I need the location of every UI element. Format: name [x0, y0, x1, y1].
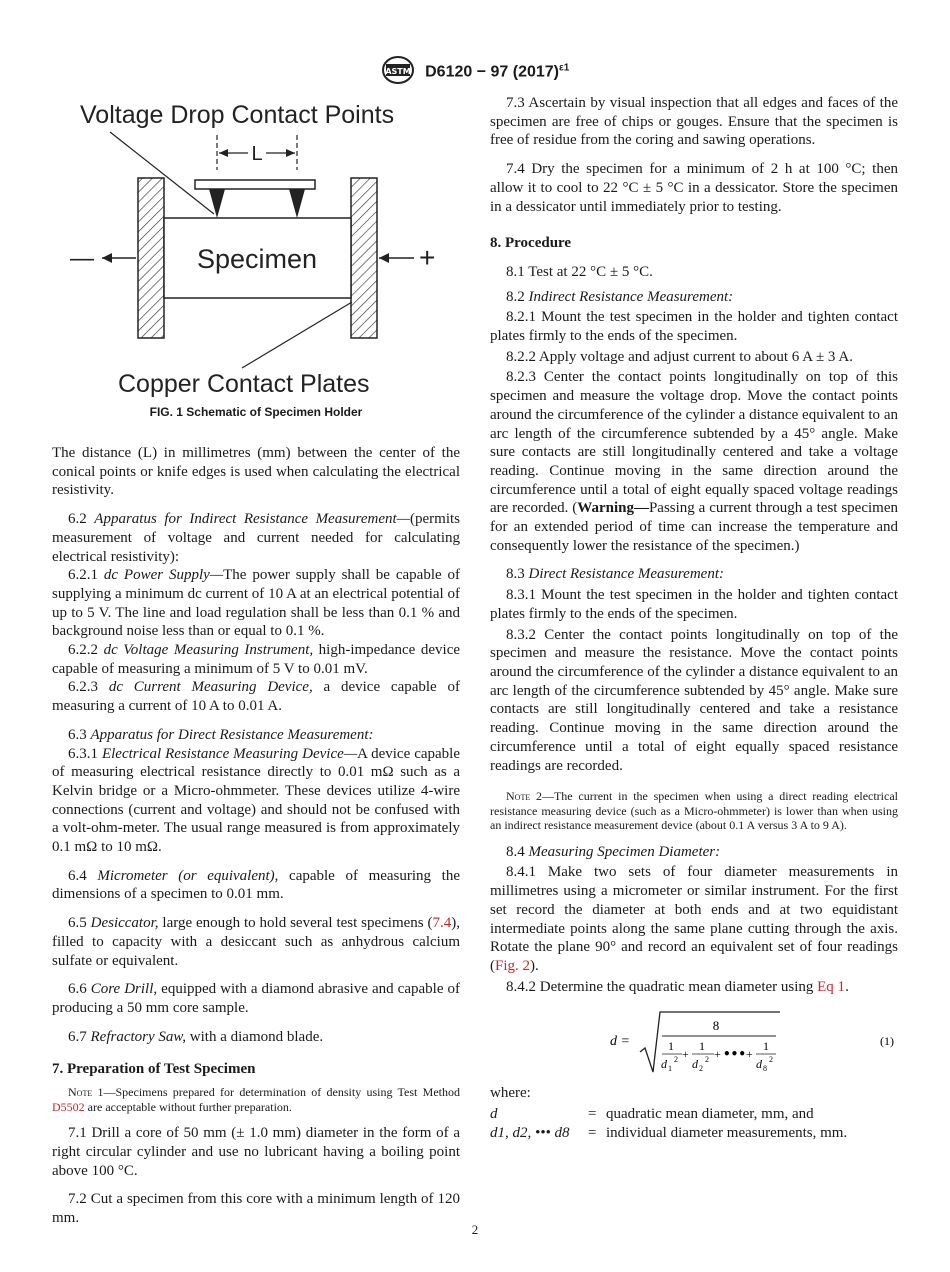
section-title: Micrometer (or equivalent), [97, 867, 279, 884]
where-equals: = [588, 1124, 597, 1141]
section-8-2-3 [490, 368, 898, 555]
astm-logo-icon [381, 55, 415, 90]
eq-plus-2: + [714, 1047, 721, 1062]
section-number: 6.6 [68, 981, 87, 998]
right-column [490, 94, 898, 1142]
standard-code: D6120 − 97 (2017) [425, 63, 559, 81]
section-8-3 [490, 565, 898, 584]
equation-number: (1) [880, 1034, 894, 1049]
eq-term2-sub: 2 [699, 1064, 703, 1074]
page-number: 2 [471, 1222, 479, 1237]
section-number: 6.4 [68, 867, 87, 884]
section-text: large enough to hold several test specimens ( [158, 915, 433, 932]
section-number: 6.7 [68, 1028, 87, 1045]
section-title: Indirect Resistance Measurement: [528, 288, 734, 305]
quadratic-mean-formula [490, 1004, 898, 1076]
section-text: 8.2.3 Center the contact points longitudinally on top of this specimen and measure the voltage drop. Move the contact points around the circumference of the cylinder a distance equivalent to an arc length of the circumference subtended by a 45° angle. Make sure contacts are still longitudinally centered and take a voltage reading. Continue moving in the same direction around the circumference until a total of eight equally spaced voltage readings are recorded. ( [490, 369, 898, 517]
section-number: 6.2.2 [68, 642, 98, 659]
eq-numerator: 8 [712, 1018, 720, 1034]
section-6-2-2 [52, 641, 460, 678]
specimen-holder-figure [52, 90, 460, 400]
section-6-5 [52, 914, 460, 970]
specimen-holder-diagram [52, 90, 460, 400]
eq-plus-3: + [746, 1047, 753, 1062]
note-text: 1—Specimens prepared for determination of density using Test Method [92, 1085, 460, 1100]
section-text: 8.4.2 Determine the quadratic mean diameter using [506, 978, 818, 995]
section-7-3: 7.3 Ascertain by visual inspection that all edges and faces of the specimen are free of chips or gouges. Ensure that the specimen is free of residue from the coring and sawing operations. [490, 95, 898, 149]
svg-text:ASTM: ASTM [384, 67, 411, 76]
section-text: with a diamond blade. [186, 1028, 324, 1045]
eq-term8-sq: 2 [769, 1055, 773, 1065]
figure-caption: FIG. 1 Schematic of Specimen Holder [149, 405, 363, 419]
heading-section-7: 7. Preparation of Test Specimen [52, 1061, 256, 1078]
section-text: 8.4.1 Make two sets of four diameter measurements in millimetres using a micrometer or similar instrument. For the first set record the diameter at both ends and at two equidistant intermediate points along the same plane cutting through the axis. Rotate the plane 90° and record an equivalent set of four readings ( [490, 864, 898, 974]
section-text: Passing a current through a test specimen for an extended period of time can increase the temperature and consequently lower the resistance of the specimen.) [490, 500, 898, 554]
section-title: Refractory Saw, [90, 1028, 187, 1045]
section-number: 6.2 [68, 511, 87, 528]
section-8-2-1: 8.2.1 Mount the test specimen in the holder and tighten contact plates firmly to the ends of the specimen. [490, 309, 898, 345]
where-symbol: d [490, 1106, 498, 1123]
section-6-2-3 [52, 678, 460, 715]
eq-term1-one: 1 [668, 1039, 674, 1054]
where-symbol: d1, d2, ••• d8 [490, 1124, 570, 1141]
eq-term2-one: 1 [699, 1039, 705, 1054]
label-minus: — [70, 245, 94, 272]
link-7-4[interactable]: 7.4 [432, 915, 452, 932]
section-6-2-1 [52, 566, 460, 641]
section-7-2: 7.2 Cut a specimen from this core with a minimum length of 120 mm. [52, 1191, 460, 1226]
eq-term1-sub: 1 [668, 1064, 672, 1074]
section-8-3-2: 8.3.2 Center the contact points longitudinally on top of the specimen and measure the resistance. Move the contact points around the circumference of the cylinder a distance equivalent to an arc length of the circumference subtended by 45° angle. Make sure contacts are still longitudinally centered and take a resistance reading. Continue moving in the same direction around the circumference until a total of eight equally spaced resistance readings are recorded. [490, 626, 898, 774]
note-text: 2—The current in the specimen when using a direct reading electrical resistance measuring device (such as a Micro-ohmmeter) is lower than when using an indirect resistance measurement device (about 0.1 A versus 3 A to 9 A). [490, 789, 898, 833]
section-title: Core Drill, [90, 981, 158, 998]
eq-term1-d: d [661, 1057, 667, 1072]
section-8-2 [490, 288, 898, 307]
eq-term1-sq: 2 [674, 1055, 678, 1065]
section-text: ), filled to capacity with a desiccant such as anhydrous calcium sulfate or equivalent. [52, 915, 460, 969]
section-text: The power supply shall be capable of supplying a minimum dc current of 10 A at an electrical potential of up to 5 V. The line and load regulation shall be less than 0.1 % and background noise less than or equal to 0.1 %. [52, 567, 461, 640]
section-6-4 [52, 867, 460, 904]
label-specimen: Specimen [196, 244, 318, 274]
where-definition: individual diameter measurements, mm. [606, 1124, 848, 1141]
note-label: Note [68, 1085, 93, 1100]
section-8-4 [490, 843, 898, 862]
link-d5502[interactable]: D5502 [52, 1099, 85, 1114]
left-column [52, 444, 460, 1228]
label-voltage-drop: Voltage Drop Contact Points [80, 101, 395, 129]
section-6-3 [52, 726, 460, 745]
section-text: (permits measurement of voltage and current needed for calculating electrical resistivity): [52, 511, 460, 565]
section-title: Direct Resistance Measurement: [528, 566, 724, 583]
section-number: 6.3 [68, 726, 87, 743]
section-8-4-1 [490, 863, 898, 975]
section-title: dc Current Measuring Device, [108, 679, 313, 696]
where-row-d-individual [490, 1124, 898, 1143]
section-title: Apparatus for Indirect Resistance Measurement— [94, 511, 410, 528]
section-title: Electrical Resistance Measuring Device— [101, 745, 358, 762]
section-7-4: 7.4 Dry the specimen for a minimum of 2 h at 100 °C; then allow it to cool to 22 °C ± 5 °C in a dessicator. Store the specimen in a dessicator until immediately prior to testing. [490, 161, 898, 215]
section-6-2 [52, 510, 460, 566]
note-text: are acceptable without further preparation. [84, 1099, 292, 1114]
where-row-d [490, 1105, 898, 1124]
section-number: 6.3.1 [68, 745, 98, 762]
section-text: . [845, 978, 849, 995]
where-label: where: [490, 1085, 531, 1102]
section-6-6 [52, 980, 460, 1017]
note-1 [52, 1085, 460, 1114]
section-number: 8.4 [506, 843, 525, 860]
eq-term2-d: d [692, 1057, 698, 1072]
section-number: 8.2 [506, 288, 525, 305]
eq-term8-d: d [756, 1057, 762, 1072]
section-8-2-2: 8.2.2 Apply voltage and adjust current to about 6 A ± 3 A. [506, 348, 853, 365]
note-label: Note [506, 789, 531, 804]
section-number: 6.2.3 [68, 679, 98, 696]
section-title: dc Voltage Measuring Instrument, [103, 642, 314, 659]
section-6-3-1 [52, 745, 460, 857]
link-fig-2[interactable]: Fig. 2 [495, 957, 531, 974]
section-7-1: 7.1 Drill a core of 50 mm (± 1.0 mm) diameter in the form of a right circular cylinder and use no lubricant having a boiling point above 100 °C. [52, 1125, 460, 1179]
section-title: Measuring Specimen Diameter: [528, 843, 721, 860]
label-L: L [251, 143, 263, 165]
eq-lhs: d = [610, 1034, 630, 1050]
section-text: A device capable of measuring electrical resistance directly to 0.01 mΩ such as a Kelvin bridge or a Micro-ohmmeter. These devices utilize 4-wire connections (current and voltage) and should not be confused with a volt-ohm-meter. The usual range measured is from approximately 0.1 mΩ to 10 mΩ. [52, 745, 460, 856]
section-title: Desiccator, [90, 915, 159, 932]
label-copper-plates: Copper Contact Plates [118, 370, 370, 398]
eq-plus-1: + [682, 1047, 689, 1062]
section-8-4-2 [490, 978, 898, 997]
link-eq-1[interactable]: Eq 1 [817, 978, 846, 995]
section-6-7 [52, 1028, 460, 1047]
section-text: ). [530, 957, 539, 974]
paragraph-distance: The distance (L) in millimetres (mm) between the center of the conical points or knife edges is used when calculating the electrical resistivity. [52, 445, 460, 499]
document-header [0, 55, 950, 90]
eq-term8-one: 1 [763, 1039, 769, 1054]
section-8-3-1: 8.3.1 Mount the test specimen in the holder and tighten contact plates firmly to the ends of the specimen. [490, 587, 898, 622]
section-number: 6.5 [68, 915, 87, 932]
section-text: equipped with a diamond abrasive and capable of producing a 50 mm core sample. [52, 981, 460, 1016]
section-number: 6.2.1 [68, 567, 98, 584]
where-definition: quadratic mean diameter, mm, and [606, 1106, 814, 1123]
section-text: a device capable of measuring a current of 10 A to 0.01 A. [52, 679, 461, 715]
section-title: dc Power Supply— [103, 567, 224, 584]
where-equals: = [588, 1106, 597, 1123]
note-2 [490, 789, 898, 833]
section-text: high-impedance device capable of measuring a minimum of 5 V to 0.01 mV. [52, 642, 461, 677]
section-number: 8.3 [506, 566, 525, 583]
warning-label: Warning— [577, 500, 649, 517]
section-title: Apparatus for Direct Resistance Measurement: [90, 726, 374, 743]
eq-dots: ••• [723, 1047, 747, 1062]
section-text: capable of measuring the dimensions of a specimen to 0.01 mm. [52, 867, 460, 903]
label-plus: + [419, 242, 436, 273]
section-8-1: 8.1 Test at 22 °C ± 5 °C. [506, 263, 653, 280]
heading-section-8: 8. Procedure [490, 235, 572, 252]
standard-superscript: ε1 [559, 62, 570, 74]
eq-term8-sub: 8 [763, 1064, 767, 1074]
equation-1 [490, 1004, 898, 1076]
eq-term2-sq: 2 [705, 1055, 709, 1065]
